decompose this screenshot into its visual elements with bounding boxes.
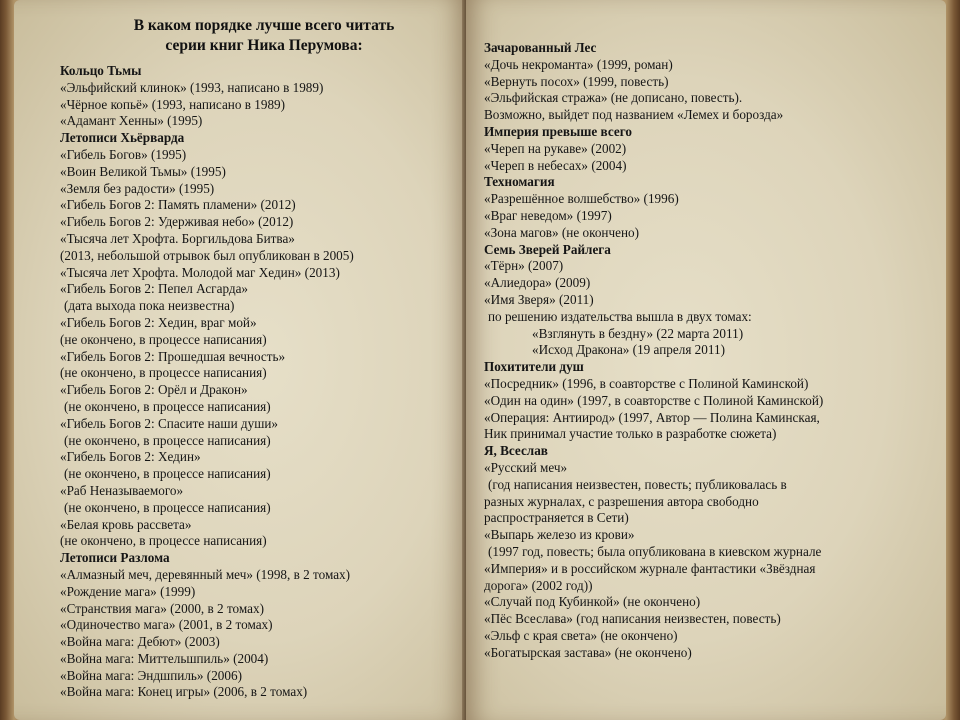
book-entry: (2013, небольшой отрывок был опубликован в 2005): [60, 247, 354, 263]
book-entry: «Земля без радости» (1995): [60, 180, 215, 196]
book-entry: «Череп на рукаве» (2002): [484, 140, 627, 156]
book-entry: «Эльфийская стража» (не дописано, повесть).: [484, 90, 743, 106]
series-heading: Я, Всеслав: [484, 443, 548, 459]
book-entry: (не окончено, в процессе написания): [64, 398, 271, 414]
book-entry: (дата выхода пока неизвестна): [64, 298, 235, 314]
series-heading: Похитители душ: [484, 359, 584, 375]
book-entry: «Враг неведом» (1997): [484, 207, 612, 223]
book-entry: Возможно, выйдет под названием «Лемех и борозда»: [484, 107, 784, 123]
book-entry: «Империя» и в российском журнале фантастики «Звёздная: [484, 560, 816, 576]
book-entry: «Гибель Богов 2: Удерживая небо» (2012): [60, 214, 294, 230]
book-entry: «Эльф с края света» (не окончено): [484, 627, 678, 643]
book-entry: «Гибель Богов 2: Орёл и Дракон»: [60, 382, 248, 398]
book-entry: «Эльфийский клинок» (1993, написано в 1989): [60, 79, 324, 95]
book-entry: (не окончено, в процессе написания): [64, 466, 271, 482]
book-entry: «Алмазный меч, деревянный меч» (1998, в 2 томах): [60, 566, 351, 582]
book-entry: Ник принимал участие только в разработке сюжета): [484, 426, 777, 442]
right-book-list: [484, 40, 944, 661]
book-entry: «Алиедора» (2009): [484, 275, 591, 291]
book-entry: «Зона магов» (не окончено): [484, 224, 640, 240]
title-line: серии книг Ника Перумова:: [165, 37, 363, 54]
book-entry: «Богатырская застава» (не окончено): [484, 644, 692, 660]
book-entry: по решению издательства вышла в двух томах:: [488, 308, 752, 324]
book-entry: «Исход Дракона» (19 апреля 2011): [532, 342, 725, 358]
book-entry: (не окончено, в процессе написания): [64, 432, 271, 448]
series-heading: Летописи Хьёрварда: [60, 130, 185, 146]
book-entry: (не окончено, в процессе написания): [60, 365, 267, 381]
book-entry: «Война мага: Конец игры» (2006, в 2 томах): [60, 684, 308, 700]
book-entry: «Взглянуть в бездну» (22 марта 2011): [532, 325, 744, 341]
book-entry: (1997 год, повесть; была опубликована в киевском журнале: [488, 543, 822, 559]
book-entry: «Гибель Богов 2: Прошедшая вечность»: [60, 348, 286, 364]
book-entry: «Война мага: Дебют» (2003): [60, 634, 220, 650]
book-entry: «Гибель Богов 2: Хедин»: [60, 449, 201, 465]
title-line: В каком порядке лучше всего читать: [133, 17, 395, 34]
book-entry: «Воин Великой Тьмы» (1995): [60, 163, 226, 179]
book-entry: «Пёс Всеслава» (год написания неизвестен, повесть): [484, 611, 781, 627]
page-title: [74, 16, 454, 56]
series-heading: Империя превыше всего: [484, 123, 632, 139]
book-entry: распространяется в Сети): [484, 510, 629, 526]
left-page: [14, 0, 466, 720]
book-entry: «Гибель Богов» (1995): [60, 146, 187, 162]
book-entry: «Гибель Богов 2: Хедин, враг мой»: [60, 314, 257, 330]
book-entry: «Война мага: Миттельшпиль» (2004): [60, 650, 269, 666]
series-heading: Зачарованный Лес: [484, 40, 597, 55]
book-entry: «Рождение мага» (1999): [60, 583, 196, 599]
book-entry: (не окончено, в процессе написания): [60, 533, 267, 549]
book-entry: (год написания неизвестен, повесть; публиковалась в: [488, 476, 787, 492]
book-entry: «Один на один» (1997, в соавторстве с Полиной Каминской): [484, 392, 824, 408]
book-entry: «Война мага: Эндшпиль» (2006): [60, 667, 242, 683]
book-entry: «Гибель Богов 2: Память пламени» (2012): [60, 197, 296, 213]
book-entry: «Одиночество мага» (2001, в 2 томах): [60, 617, 273, 633]
book-entry: «Тёрн» (2007): [484, 258, 564, 274]
book-entry: «Гибель Богов 2: Пепел Асгарда»: [60, 281, 249, 297]
book-entry: «Операция: Антиирод» (1997, Автор — Полина Каминская,: [484, 409, 820, 425]
book-entry: (не окончено, в процессе написания): [60, 331, 267, 347]
book-entry: «Вернуть посох» (1999, повесть): [484, 73, 669, 89]
book-entry: дорога» (2002 год)): [484, 577, 593, 593]
series-heading: Техномагия: [484, 174, 555, 190]
book-entry: (не окончено, в процессе написания): [64, 499, 271, 515]
book-entry: «Череп в небесах» (2004): [484, 157, 627, 173]
book-entry: «Посредник» (1996, в соавторстве с Полиной Каминской): [484, 375, 809, 391]
book-entry: «Раб Неназываемого»: [60, 482, 184, 498]
left-book-list: [60, 63, 460, 701]
book-entry: «Разрешённое волшебство» (1996): [484, 191, 679, 207]
book-entry: «Русский меч»: [484, 459, 568, 475]
series-heading: Семь Зверей Райлега: [484, 241, 611, 257]
book-entry: «Дочь некроманта» (1999, роман): [484, 56, 673, 72]
book-entry: «Белая кровь рассвета»: [60, 516, 192, 532]
book-entry: «Выпарь железо из крови»: [484, 527, 635, 543]
series-heading: Летописи Разлома: [60, 550, 170, 566]
book-entry: «Тысяча лет Хрофта. Молодой маг Хедин» (2013): [60, 264, 340, 280]
book-entry: «Гибель Богов 2: Спасите наши души»: [60, 415, 279, 431]
book-entry: «Чёрное копьё» (1993, написано в 1989): [60, 96, 286, 112]
book-entry: разных журналах, с разрешения автора свободно: [484, 493, 759, 509]
book-entry: «Имя Зверя» (2011): [484, 291, 594, 307]
book-entry: «Тысяча лет Хрофта. Боргильдова Битва»: [60, 230, 295, 246]
right-page: [466, 0, 946, 720]
book-entry: «Адамант Хенны» (1995): [60, 113, 203, 129]
book-entry: «Случай под Кубинкой» (не окончено): [484, 594, 701, 610]
book-entry: «Странствия мага» (2000, в 2 томах): [60, 600, 264, 616]
series-heading: Кольцо Тьмы: [60, 63, 142, 78]
